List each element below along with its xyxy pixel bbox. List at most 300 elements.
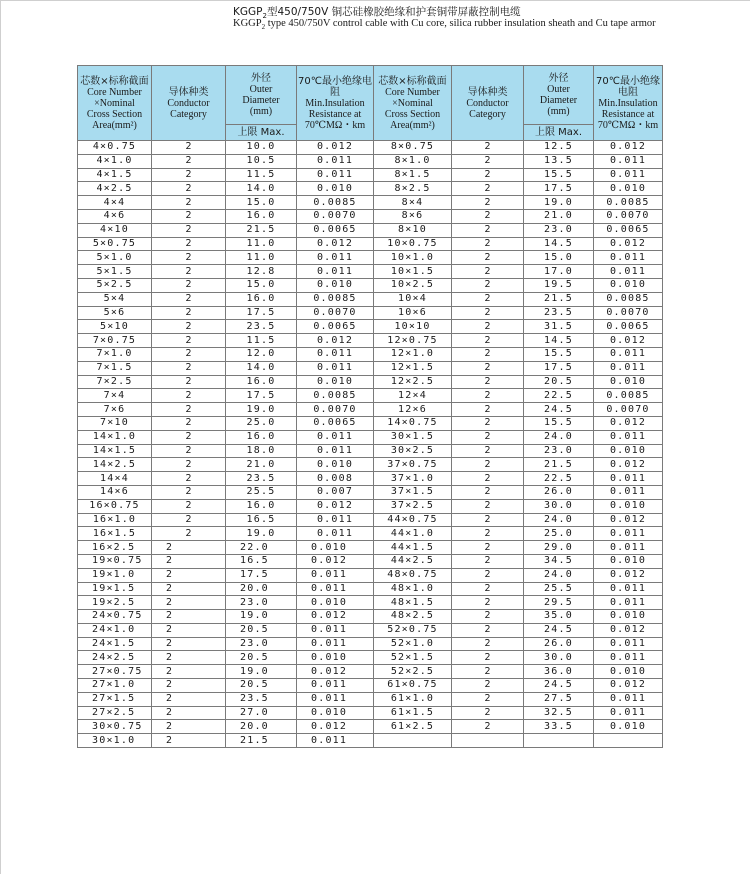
conductor-category-cell: 2: [152, 196, 226, 210]
conductor-category-cell: 2: [152, 347, 226, 361]
outer-diameter-cell: 22.5: [524, 389, 594, 403]
insulation-resistance-cell: 0.011: [297, 265, 374, 279]
conductor-category-cell: 2: [452, 347, 524, 361]
core-size-cell: 4×1.0: [78, 154, 152, 168]
outer-diameter-cell: 15.5: [524, 168, 594, 182]
core-size-cell: 7×0.75: [78, 334, 152, 348]
insulation-resistance-cell: [594, 734, 663, 748]
core-size-cell: 5×4: [78, 292, 152, 306]
core-size-cell: 7×1.0: [78, 347, 152, 361]
table-row: [78, 196, 663, 210]
core-size-cell: 5×1.5: [78, 265, 152, 279]
insulation-resistance-cell: 0.010: [594, 499, 663, 513]
outer-diameter-cell: 19.0: [226, 610, 297, 624]
insulation-resistance-cell: 0.010: [297, 458, 374, 472]
core-size-cell: 12×2.5: [374, 375, 452, 389]
table-row: [78, 568, 663, 582]
conductor-category-cell: 2: [152, 582, 226, 596]
core-size-cell: 48×0.75: [374, 568, 452, 582]
core-size-cell: 19×2.5: [78, 596, 152, 610]
core-size-cell: 14×1.5: [78, 444, 152, 458]
conductor-category-cell: 2: [152, 554, 226, 568]
conductor-category-cell: 2: [152, 568, 226, 582]
table-row: [78, 389, 663, 403]
conductor-category-cell: 2: [452, 154, 524, 168]
conductor-category-cell: 2: [152, 416, 226, 430]
conductor-category-cell: 2: [152, 237, 226, 251]
core-size-cell: 44×1.5: [374, 541, 452, 555]
conductor-category-cell: 2: [152, 472, 226, 486]
core-size-cell: 10×2.5: [374, 278, 452, 292]
core-size-cell: 52×2.5: [374, 665, 452, 679]
conductor-category-cell: 2: [152, 527, 226, 541]
table-row: [78, 223, 663, 237]
table-row: [78, 265, 663, 279]
insulation-resistance-cell: 0.012: [594, 513, 663, 527]
outer-diameter-cell: 31.5: [524, 320, 594, 334]
insulation-resistance-cell: 0.011: [594, 251, 663, 265]
insulation-resistance-cell: 0.012: [594, 237, 663, 251]
core-size-cell: 61×1.5: [374, 706, 452, 720]
insulation-resistance-cell: 0.010: [594, 720, 663, 734]
table-row: [78, 706, 663, 720]
insulation-resistance-cell: 0.011: [594, 527, 663, 541]
conductor-category-cell: 2: [152, 430, 226, 444]
core-size-cell: 12×1.5: [374, 361, 452, 375]
core-size-cell: 52×1.0: [374, 637, 452, 651]
conductor-category-cell: 2: [452, 444, 524, 458]
outer-diameter-cell: 24.5: [524, 403, 594, 417]
core-size-cell: 7×6: [78, 403, 152, 417]
core-size-cell: 19×0.75: [78, 554, 152, 568]
outer-diameter-cell: 23.5: [226, 472, 297, 486]
insulation-resistance-cell: 0.012: [594, 416, 663, 430]
header-conductor-category: 导体种类 Conductor Category: [152, 66, 226, 141]
core-size-cell: 4×2.5: [78, 182, 152, 196]
insulation-resistance-cell: 0.011: [297, 251, 374, 265]
header-insulation-resistance-2: 70℃最小绝缘电阻 Min.Insulation Resistance at 70℃MΩ・km: [594, 66, 663, 141]
insulation-resistance-cell: 0.012: [594, 679, 663, 693]
insulation-resistance-cell: 0.011: [297, 582, 374, 596]
conductor-category-cell: 2: [452, 623, 524, 637]
table-row: [78, 141, 663, 155]
insulation-resistance-cell: 0.010: [297, 651, 374, 665]
insulation-resistance-cell: 0.011: [594, 361, 663, 375]
insulation-resistance-cell: 0.011: [594, 485, 663, 499]
outer-diameter-cell: 24.0: [524, 568, 594, 582]
insulation-resistance-cell: 0.010: [594, 375, 663, 389]
conductor-category-cell: 2: [152, 320, 226, 334]
conductor-category-cell: 2: [152, 541, 226, 555]
core-size-cell: 4×0.75: [78, 141, 152, 155]
conductor-category-cell: 2: [152, 375, 226, 389]
core-size-cell: 12×0.75: [374, 334, 452, 348]
insulation-resistance-cell: 0.010: [594, 444, 663, 458]
conductor-category-cell: 2: [152, 334, 226, 348]
conductor-category-cell: 2: [452, 361, 524, 375]
core-size-cell: 61×1.0: [374, 692, 452, 706]
outer-diameter-cell: 23.0: [524, 223, 594, 237]
outer-diameter-cell: 22.5: [524, 472, 594, 486]
outer-diameter-cell: 23.0: [226, 596, 297, 610]
core-size-cell: 44×1.0: [374, 527, 452, 541]
header-max-limit-2: 上限 Max.: [524, 125, 594, 141]
outer-diameter-cell: 21.5: [524, 292, 594, 306]
core-size-cell: 16×1.5: [78, 527, 152, 541]
table-row: [78, 665, 663, 679]
outer-diameter-cell: 24.0: [524, 513, 594, 527]
outer-diameter-cell: 24.5: [524, 623, 594, 637]
table-row: [78, 720, 663, 734]
insulation-resistance-cell: 0.010: [594, 278, 663, 292]
table-row: [78, 623, 663, 637]
table-row: [78, 278, 663, 292]
core-size-cell: 48×1.5: [374, 596, 452, 610]
conductor-category-cell: 2: [152, 706, 226, 720]
outer-diameter-cell: 14.5: [524, 334, 594, 348]
outer-diameter-cell: 32.5: [524, 706, 594, 720]
title-chinese: $KGGP_2$型450/750V 铜芯硅橡胶绝缘和护套铜带屏蔽控制电缆: [233, 6, 521, 21]
outer-diameter-cell: 26.0: [524, 485, 594, 499]
conductor-category-cell: 2: [452, 692, 524, 706]
conductor-category-cell: 2: [452, 472, 524, 486]
insulation-resistance-cell: 0.011: [594, 706, 663, 720]
insulation-resistance-cell: 0.012: [297, 237, 374, 251]
outer-diameter-cell: 16.0: [226, 430, 297, 444]
conductor-category-cell: 2: [452, 223, 524, 237]
outer-diameter-cell: 25.5: [226, 485, 297, 499]
core-size-cell: 27×2.5: [78, 706, 152, 720]
core-size-cell: 10×6: [374, 306, 452, 320]
outer-diameter-cell: 16.0: [226, 375, 297, 389]
conductor-category-cell: 2: [452, 637, 524, 651]
table-row: [78, 554, 663, 568]
core-size-cell: [374, 734, 452, 748]
conductor-category-cell: 2: [152, 154, 226, 168]
core-size-cell: 5×6: [78, 306, 152, 320]
insulation-resistance-cell: 0.010: [594, 610, 663, 624]
insulation-resistance-cell: 0.011: [594, 347, 663, 361]
table-row: [78, 734, 663, 748]
insulation-resistance-cell: 0.012: [297, 141, 374, 155]
outer-diameter-cell: 25.0: [226, 416, 297, 430]
conductor-category-cell: 2: [152, 499, 226, 513]
insulation-resistance-cell: 0.010: [297, 596, 374, 610]
insulation-resistance-cell: 0.010: [297, 375, 374, 389]
header-max-limit: 上限 Max.: [226, 125, 297, 141]
core-size-cell: 19×1.5: [78, 582, 152, 596]
conductor-category-cell: 2: [452, 513, 524, 527]
insulation-resistance-cell: 0.011: [594, 154, 663, 168]
insulation-resistance-cell: 0.011: [594, 651, 663, 665]
outer-diameter-cell: 11.0: [226, 237, 297, 251]
core-size-cell: 10×1.5: [374, 265, 452, 279]
table-row: [78, 168, 663, 182]
core-size-cell: 61×0.75: [374, 679, 452, 693]
insulation-resistance-cell: 0.012: [594, 568, 663, 582]
insulation-resistance-cell: 0.010: [297, 541, 374, 555]
insulation-resistance-cell: 0.011: [297, 168, 374, 182]
core-size-cell: 5×0.75: [78, 237, 152, 251]
core-size-cell: 10×0.75: [374, 237, 452, 251]
insulation-resistance-cell: 0.012: [297, 665, 374, 679]
insulation-resistance-cell: 0.0065: [297, 320, 374, 334]
core-size-cell: 5×2.5: [78, 278, 152, 292]
outer-diameter-cell: 21.5: [226, 223, 297, 237]
core-size-cell: 7×4: [78, 389, 152, 403]
core-size-cell: 7×2.5: [78, 375, 152, 389]
core-size-cell: 12×1.0: [374, 347, 452, 361]
insulation-resistance-cell: 0.010: [297, 182, 374, 196]
insulation-resistance-cell: 0.011: [297, 430, 374, 444]
outer-diameter-cell: 33.5: [524, 720, 594, 734]
outer-diameter-cell: 17.5: [524, 361, 594, 375]
conductor-category-cell: 2: [452, 582, 524, 596]
table-row: [78, 430, 663, 444]
core-size-cell: 12×6: [374, 403, 452, 417]
insulation-resistance-cell: 0.011: [297, 347, 374, 361]
core-size-cell: 4×10: [78, 223, 152, 237]
conductor-category-cell: 2: [452, 209, 524, 223]
insulation-resistance-cell: 0.0085: [297, 196, 374, 210]
outer-diameter-cell: 13.5: [524, 154, 594, 168]
conductor-category-cell: 2: [452, 706, 524, 720]
table-row: [78, 320, 663, 334]
core-size-cell: 61×2.5: [374, 720, 452, 734]
conductor-category-cell: 2: [452, 265, 524, 279]
outer-diameter-cell: 19.5: [524, 278, 594, 292]
core-size-cell: 16×1.0: [78, 513, 152, 527]
core-size-cell: 5×10: [78, 320, 152, 334]
outer-diameter-cell: [524, 734, 594, 748]
conductor-category-cell: 2: [152, 306, 226, 320]
insulation-resistance-cell: 0.0085: [594, 389, 663, 403]
outer-diameter-cell: 10.5: [226, 154, 297, 168]
conductor-category-cell: 2: [152, 168, 226, 182]
outer-diameter-cell: 29.0: [524, 541, 594, 555]
insulation-resistance-cell: 0.011: [594, 472, 663, 486]
table-row: [78, 610, 663, 624]
insulation-resistance-cell: 0.011: [594, 168, 663, 182]
conductor-category-cell: 2: [152, 278, 226, 292]
conductor-category-cell: 2: [152, 637, 226, 651]
outer-diameter-cell: 20.0: [226, 720, 297, 734]
outer-diameter-cell: 17.5: [226, 568, 297, 582]
spec-table: [77, 65, 663, 748]
conductor-category-cell: 2: [452, 679, 524, 693]
core-size-cell: 14×1.0: [78, 430, 152, 444]
conductor-category-cell: 2: [452, 306, 524, 320]
insulation-resistance-cell: 0.0085: [594, 196, 663, 210]
core-size-cell: 37×1.0: [374, 472, 452, 486]
conductor-category-cell: 2: [152, 389, 226, 403]
table-row: [78, 472, 663, 486]
insulation-resistance-cell: 0.0070: [594, 403, 663, 417]
core-size-cell: 30×1.5: [374, 430, 452, 444]
core-size-cell: 8×2.5: [374, 182, 452, 196]
insulation-resistance-cell: 0.012: [297, 499, 374, 513]
outer-diameter-cell: 19.0: [226, 403, 297, 417]
conductor-category-cell: 2: [452, 278, 524, 292]
core-size-cell: 37×2.5: [374, 499, 452, 513]
insulation-resistance-cell: 0.0070: [297, 306, 374, 320]
conductor-category-cell: 2: [452, 720, 524, 734]
insulation-resistance-cell: 0.011: [594, 541, 663, 555]
insulation-resistance-cell: 0.0085: [594, 292, 663, 306]
table-row: [78, 582, 663, 596]
outer-diameter-cell: 27.0: [226, 706, 297, 720]
outer-diameter-cell: 35.0: [524, 610, 594, 624]
outer-diameter-cell: 19.0: [226, 665, 297, 679]
table-row: [78, 637, 663, 651]
core-size-cell: 8×6: [374, 209, 452, 223]
insulation-resistance-cell: 0.0070: [297, 403, 374, 417]
conductor-category-cell: 2: [452, 596, 524, 610]
insulation-resistance-cell: 0.011: [297, 568, 374, 582]
core-size-cell: 27×1.0: [78, 679, 152, 693]
table-body: [78, 141, 663, 748]
outer-diameter-cell: 16.0: [226, 499, 297, 513]
core-size-cell: 37×0.75: [374, 458, 452, 472]
outer-diameter-cell: 19.0: [524, 196, 594, 210]
conductor-category-cell: 2: [452, 651, 524, 665]
header-outer-diameter-2: 外径 Outer Diameter (mm): [524, 66, 594, 125]
conductor-category-cell: 2: [152, 692, 226, 706]
insulation-resistance-cell: 0.010: [594, 554, 663, 568]
outer-diameter-cell: 12.0: [226, 347, 297, 361]
core-size-cell: 14×4: [78, 472, 152, 486]
outer-diameter-cell: 16.5: [226, 554, 297, 568]
outer-diameter-cell: 23.5: [524, 306, 594, 320]
insulation-resistance-cell: 0.011: [594, 265, 663, 279]
outer-diameter-cell: 23.0: [226, 637, 297, 651]
table-row: [78, 347, 663, 361]
outer-diameter-cell: 21.0: [524, 209, 594, 223]
insulation-resistance-cell: 0.011: [594, 692, 663, 706]
outer-diameter-cell: 20.0: [226, 582, 297, 596]
outer-diameter-cell: 21.5: [524, 458, 594, 472]
insulation-resistance-cell: 0.010: [297, 706, 374, 720]
insulation-resistance-cell: 0.011: [594, 582, 663, 596]
outer-diameter-cell: 16.5: [226, 513, 297, 527]
conductor-category-cell: 2: [452, 568, 524, 582]
table-row: [78, 361, 663, 375]
outer-diameter-cell: 17.5: [226, 389, 297, 403]
table-row: [78, 334, 663, 348]
outer-diameter-cell: 27.5: [524, 692, 594, 706]
core-size-cell: 10×4: [374, 292, 452, 306]
conductor-category-cell: 2: [152, 265, 226, 279]
table-row: [78, 499, 663, 513]
core-size-cell: 10×1.0: [374, 251, 452, 265]
table-row: [78, 513, 663, 527]
outer-diameter-cell: 17.5: [226, 306, 297, 320]
header-insulation-resistance: 70℃最小绝缘电阻 Min.Insulation Resistance at 70℃MΩ・km: [297, 66, 374, 141]
outer-diameter-cell: 17.5: [524, 182, 594, 196]
core-size-cell: 44×2.5: [374, 554, 452, 568]
core-size-cell: 14×6: [78, 485, 152, 499]
conductor-category-cell: 2: [452, 389, 524, 403]
conductor-category-cell: 2: [152, 610, 226, 624]
outer-diameter-cell: 23.5: [226, 692, 297, 706]
conductor-category-cell: 2: [152, 182, 226, 196]
table-row: [78, 375, 663, 389]
outer-diameter-cell: 14.0: [226, 361, 297, 375]
core-size-cell: 52×1.5: [374, 651, 452, 665]
core-size-cell: 8×1.5: [374, 168, 452, 182]
outer-diameter-cell: 12.8: [226, 265, 297, 279]
insulation-resistance-cell: 0.012: [297, 610, 374, 624]
outer-diameter-cell: 23.5: [226, 320, 297, 334]
conductor-category-cell: 2: [452, 403, 524, 417]
table-row: [78, 416, 663, 430]
outer-diameter-cell: 23.0: [524, 444, 594, 458]
header-outer-diameter: 外径 Outer Diameter (mm): [226, 66, 297, 125]
core-size-cell: 12×4: [374, 389, 452, 403]
conductor-category-cell: 2: [152, 444, 226, 458]
insulation-resistance-cell: 0.0065: [594, 320, 663, 334]
conductor-category-cell: 2: [452, 458, 524, 472]
conductor-category-cell: 2: [152, 513, 226, 527]
insulation-resistance-cell: 0.011: [297, 637, 374, 651]
core-size-cell: 30×2.5: [374, 444, 452, 458]
table-row: [78, 458, 663, 472]
table-row: [78, 403, 663, 417]
core-size-cell: 52×0.75: [374, 623, 452, 637]
insulation-resistance-cell: 0.011: [594, 430, 663, 444]
core-size-cell: 30×1.0: [78, 734, 152, 748]
conductor-category-cell: 2: [152, 361, 226, 375]
insulation-resistance-cell: 0.010: [297, 278, 374, 292]
conductor-category-cell: 2: [452, 416, 524, 430]
outer-diameter-cell: 20.5: [226, 623, 297, 637]
insulation-resistance-cell: 0.012: [594, 141, 663, 155]
core-size-cell: 19×1.0: [78, 568, 152, 582]
conductor-category-cell: 2: [152, 223, 226, 237]
insulation-resistance-cell: 0.010: [594, 182, 663, 196]
title-english: $KGGP_2$ type 450/750V control cable with Cu core, silica rubber insulation sheath and Cu tape armor: [233, 18, 656, 32]
conductor-category-cell: 2: [452, 499, 524, 513]
insulation-resistance-cell: 0.0085: [297, 292, 374, 306]
insulation-resistance-cell: 0.011: [297, 154, 374, 168]
table-row: [78, 527, 663, 541]
outer-diameter-cell: 15.5: [524, 347, 594, 361]
table-row: [78, 209, 663, 223]
table-row: [78, 692, 663, 706]
outer-diameter-cell: 15.0: [226, 196, 297, 210]
conductor-category-cell: 2: [152, 734, 226, 748]
core-size-cell: 8×10: [374, 223, 452, 237]
conductor-category-cell: 2: [152, 720, 226, 734]
insulation-resistance-cell: 0.011: [297, 734, 374, 748]
table-row: [78, 651, 663, 665]
conductor-category-cell: 2: [152, 403, 226, 417]
conductor-category-cell: 2: [152, 679, 226, 693]
insulation-resistance-cell: 0.011: [594, 637, 663, 651]
conductor-category-cell: 2: [152, 292, 226, 306]
conductor-category-cell: 2: [452, 541, 524, 555]
core-size-cell: 16×2.5: [78, 541, 152, 555]
conductor-category-cell: 2: [452, 430, 524, 444]
conductor-category-cell: 2: [452, 196, 524, 210]
insulation-resistance-cell: 0.008: [297, 472, 374, 486]
outer-diameter-cell: 11.0: [226, 251, 297, 265]
conductor-category-cell: [452, 734, 524, 748]
outer-diameter-cell: 15.0: [226, 278, 297, 292]
outer-diameter-cell: 19.0: [226, 527, 297, 541]
insulation-resistance-cell: 0.011: [297, 361, 374, 375]
outer-diameter-cell: 25.5: [524, 582, 594, 596]
